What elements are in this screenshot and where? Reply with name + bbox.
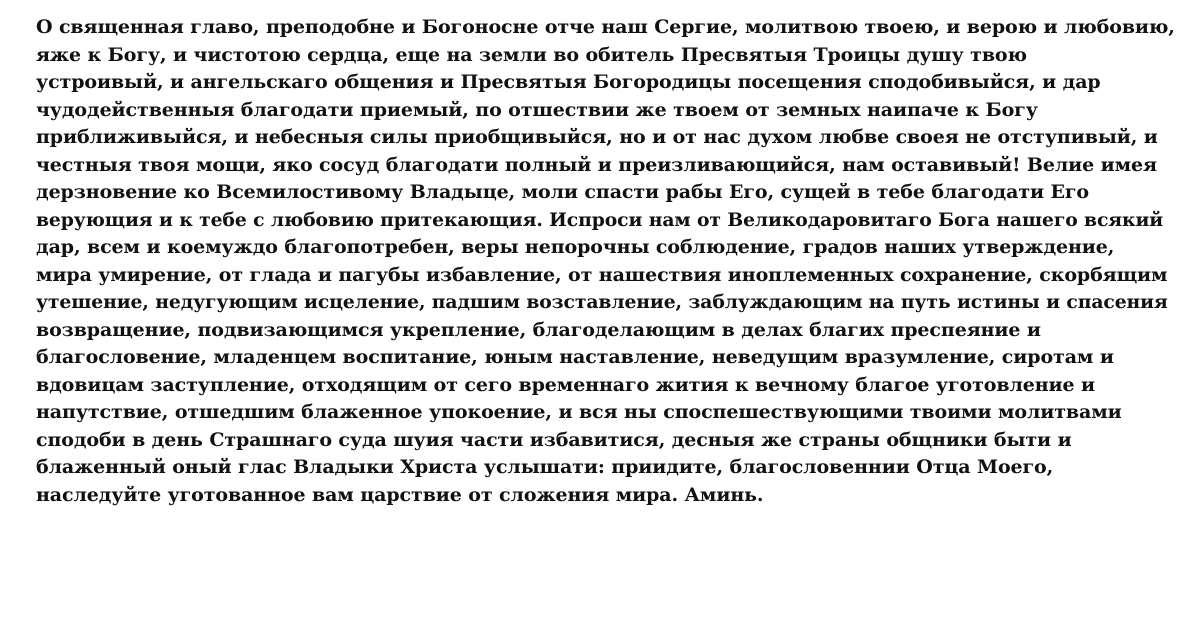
prayer-line-4: чудодейственныя благодати приемый, по отшествии же твоем от земных наипаче к Богу: [36, 98, 1038, 121]
prayer-line-6: честныя твоя мощи, яко сосуд благодати полный и преизливающийся, нам оставивый! Велие имея: [36, 153, 1157, 176]
prayer-line-2: яже к Богу, и чистотою сердца, еще на земли во обитель Пресвятыя Троицы душу твою: [36, 43, 1027, 66]
prayer-line-10: мира умирение, от глада и пагубы избавление, от нашествия иноплеменных сохранение, скорбящим: [36, 263, 1168, 286]
prayer-line-16: сподоби в день Страшнаго суда шуия части избавитися, десныя же страны общники быти и: [36, 428, 1072, 451]
prayer-line-17: блаженный оный глас Владыки Христа услышати: приидите, благословеннии Отца Моего,: [36, 456, 1054, 478]
prayer-line-14: вдовицам заступление, отходящим от сего временнаго жития к вечному благое уготовление и: [36, 373, 1096, 396]
prayer-line-18: наследуйте уготованное вам царствие от сложения мира. Аминь.: [36, 483, 764, 506]
prayer-line-9: дар, всем и коемуждо благопотребен, веры непорочны соблюдение, градов наших утверждение,: [36, 236, 1115, 258]
prayer-line-5: приближивыйся, и небесныя силы приобщивыйся, но и от нас духом любве своея не отступивый, и: [36, 126, 1158, 148]
prayer-line-12: возвращение, подвизающимся укрепление, благоделающим в делах благих преспеяние и: [36, 318, 1041, 341]
prayer-line-11: утешение, недугующим исцеление, падшим возставление, заблуждающим на путь истины и спасения: [36, 291, 1168, 313]
prayer-line-15: напутствие, отшедшим блаженное упокоение, и вся ны споспешествующими твоими молитвами: [36, 401, 1122, 423]
prayer-line-7: дерзновение ко Всемилостивому Владыце, моли спасти рабы Его, сущей в тебе благодати Его: [36, 181, 1090, 203]
prayer-line-8: верующия и к тебе с любовию притекающия. Испроси нам от Великодаровитаго Бога нашего всякий: [36, 208, 1164, 231]
prayer-line-1: О священная главо, преподобне и Богоносне отче наш Сергие, молитвою твоею, и верою и любовию,: [36, 16, 1175, 38]
prayer-text: [36, 14, 1176, 509]
prayer-line-3: устроивый, и ангельскаго общения и Пресвятыя Богородицы посещения сподобивыйся, и дар: [36, 71, 1101, 93]
prayer-line-13: благословение, младенцем воспитание, юным наставление, неведущим вразумление, сиротам и: [36, 346, 1114, 368]
